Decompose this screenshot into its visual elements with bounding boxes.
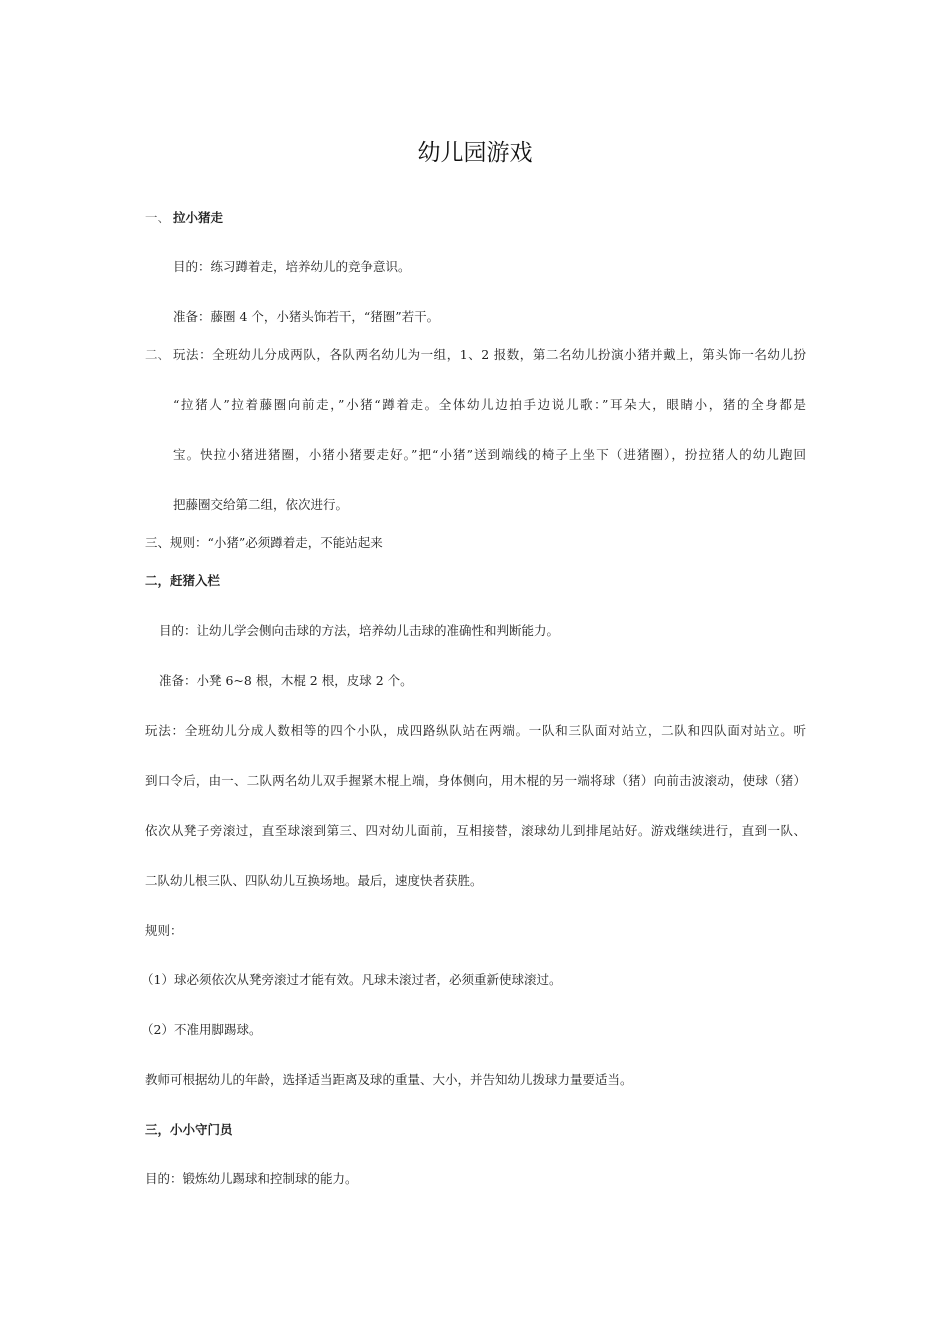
section-1-play-line: “拉猪人”拉着藤圈向前走，”小猪“蹲着走。全体幼儿边拍手边说儿歌：”耳朵大，眼睛小，猪的全身都是: [173, 397, 806, 412]
section-1-play-line: 宝。快拉小猪进猪圈，小猪小猪要走好。”把“小猪”送到端线的椅子上坐下（进猪圈），扮拉猪人的幼儿跑回: [173, 447, 806, 462]
section-2-play-line: 到口令后，由一、二队两名幼儿双手握紧木棍上端，身体侧向，用木棍的另一端将球（猪）向前击波滚动，使球（猪）: [145, 773, 806, 788]
section-2-prep: 准备：小凳 6~8 根，木棍 2 根，皮球 2 个。: [159, 673, 413, 688]
section-2-heading: 二，赶猪入栏: [145, 573, 221, 588]
section-2-play-line: 二队幼儿根三队、四队幼儿互换场地。最后，速度快者获胜。: [145, 873, 483, 888]
section-1-play-line: 玩法：全班幼儿分成两队，各队两名幼儿为一组，1、2 报数，第二名幼儿扮演小猪并戴上，第头饰一名幼儿扮: [173, 347, 806, 362]
section-1-play-line: 把藤圈交给第二组，依次进行。: [173, 497, 349, 512]
section-2-rule-2: （2）不准用脚踢球。: [141, 1022, 262, 1037]
section-3-heading: 三，小小守门员: [145, 1122, 233, 1137]
section-2-rule-label: 规则：: [145, 923, 183, 938]
page-title: 幼儿园游戏: [417, 140, 533, 166]
section-2-note: 教师可根据幼儿的年龄，选择适当距离及球的重量、大小，并告知幼儿拨球力量要适当。: [145, 1072, 633, 1087]
section-3-goal: 目的：锻炼幼儿踢球和控制球的能力。: [145, 1171, 358, 1186]
section-2-rule-1: （1）球必须依次从凳旁滚过才能有效。凡球未滚过者，必须重新使球滚过。: [141, 972, 562, 987]
section-2-play-line: 依次从凳子旁滚过，直至球滚到第三、四对幼儿面前，互相接替，滚球幼儿到排尾站好。游戏继续进行，直到一队、: [145, 823, 806, 838]
section-1-goal: 目的：练习蹲着走，培养幼儿的竞争意识。: [173, 259, 411, 274]
section-2-play-line: 玩法：全班幼儿分成人数相等的四个小队，成四路纵队站在两端。一队和三队面对站立，二队和四队面对站立。听: [145, 723, 806, 738]
section-2-goal: 目的：让幼儿学会侧向击球的方法，培养幼儿击球的准确性和判断能力。: [159, 623, 560, 638]
section-1-number: 一、: [145, 210, 171, 225]
section-1-prep: 准备：藤圈 4 个，小猪头饰若干，“猪圈”若干。: [173, 309, 440, 324]
section-1-rule: 三、规则：“小猪”必须蹲着走，不能站起来: [145, 535, 383, 550]
section-1-play-number: 二、: [145, 347, 171, 362]
section-1-heading: 拉小猪走: [173, 210, 224, 225]
